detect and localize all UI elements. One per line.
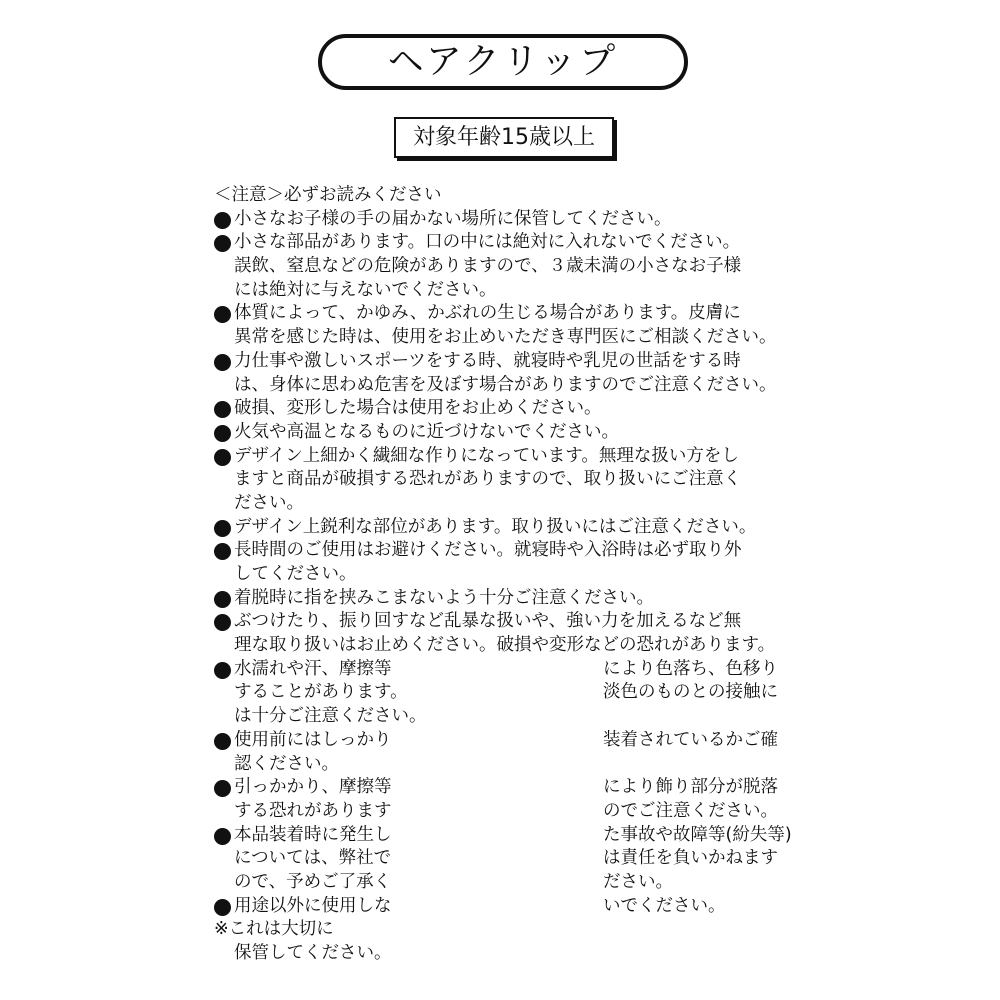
bullet-icon [214, 235, 231, 252]
note-line [214, 492, 814, 516]
note-text: 理な取り扱いはお止めください。破損や変形などの恐れがあります。 [234, 635, 776, 656]
note-text: 破損、変形した場合は使用をお止めください。 [234, 398, 602, 419]
bullet-icon [214, 614, 231, 631]
note-line [214, 539, 814, 563]
note-line [214, 326, 814, 350]
note-line [214, 302, 814, 326]
age-label: 対象年齢15歳以上 [413, 124, 595, 150]
note-text-right: により色落ち、色移り [603, 658, 778, 679]
note-text: 引っかかり、摩擦等 [234, 777, 392, 798]
caution-notes [214, 184, 814, 966]
note-text-right: により飾り部分が脱落 [603, 777, 778, 798]
title-box [318, 34, 688, 90]
bullet-icon [214, 662, 231, 679]
note-text: ださい。 [234, 492, 304, 513]
bullet-icon [214, 212, 231, 229]
bullet-icon [214, 828, 231, 845]
note-line [214, 705, 814, 729]
note-line [214, 255, 814, 279]
note-text: ぶつけたり、振り回すなど乱暴な扱いや、強い力を加えるなど無 [234, 611, 742, 632]
note-line [214, 729, 814, 753]
note-text: ＜注意＞必ずお読みください [214, 185, 442, 205]
note-text-right: 装着されているかご確 [603, 729, 778, 750]
note-line [214, 942, 814, 966]
bullet-icon [214, 354, 231, 371]
note-text: 使用前にはしっかり [234, 729, 392, 750]
note-text: 異常を感じた時は、使用をお止めいただき専門医にご相談ください。 [234, 327, 777, 348]
note-text: 小さな部品があります。口の中には絶対に入れないでください。 [234, 232, 741, 253]
note-line [214, 279, 814, 303]
note-text: ので、予めご了承く [234, 871, 392, 892]
note-text: することがあります。 [234, 682, 408, 703]
note-line [214, 681, 814, 705]
bullet-icon [214, 733, 231, 750]
bullet-icon [214, 401, 231, 418]
bullet-icon [214, 306, 231, 323]
note-line [214, 847, 814, 871]
bullet-icon [214, 899, 231, 916]
note-text: 着脱時に指を挟みこまないよう十分ご注意ください。 [234, 587, 654, 608]
note-line [214, 634, 814, 658]
note-line [214, 587, 814, 611]
note-line [214, 184, 814, 208]
note-text: 認ください。 [234, 753, 339, 774]
note-line [214, 421, 814, 445]
note-line [214, 658, 814, 682]
note-text: 力仕事や激しいスポーツをする時、就寝時や乳児の世話をする時 [234, 350, 741, 371]
bullet-icon [214, 591, 231, 608]
note-line [214, 516, 814, 540]
note-text-right: は責任を負いかねます [603, 848, 778, 869]
note-text: 火気や高温となるものに近づけないでください。 [234, 421, 619, 442]
note-text: 水濡れや汗、摩擦等 [234, 658, 392, 679]
note-line [214, 918, 814, 942]
note-line [214, 445, 814, 469]
note-text: は、身体に思わぬ危害を及ぼす場合がありますのでご注意ください。 [234, 374, 777, 395]
note-line [214, 208, 814, 232]
note-text: 誤飲、窒息などの危険がありますので、３歳未満の小さなお子様 [234, 256, 742, 277]
note-text-right: いでください。 [603, 895, 726, 916]
note-text: 本品装着時に発生し [234, 824, 392, 845]
bullet-icon [214, 520, 231, 537]
note-text: デザイン上鋭利な部位があります。取り扱いにはご注意ください。 [234, 516, 757, 537]
note-text: 長時間のご使用はお避けください。就寝時や入浴時は必ず取り外 [234, 540, 742, 561]
note-text-right: ださい。 [603, 871, 673, 892]
note-line [214, 610, 814, 634]
note-text: 保管してください。 [234, 943, 392, 963]
note-text-right: のでご注意ください。 [603, 800, 778, 821]
note-line [214, 824, 814, 848]
note-line [214, 231, 814, 255]
bullet-icon [214, 449, 231, 466]
note-line [214, 563, 814, 587]
note-line [214, 800, 814, 824]
note-line [214, 468, 814, 492]
bullet-icon [214, 425, 231, 442]
note-text: については、弊社で [234, 848, 392, 869]
note-text: 小さなお子様の手の届かない場所に保管してください。 [234, 208, 672, 229]
note-text-right: た事故や故障等(紛失等) [603, 824, 792, 845]
bullet-icon [214, 543, 231, 560]
note-text: 用途以外に使用しな [234, 895, 392, 916]
note-text: する恐れがあります [234, 800, 392, 821]
note-line [214, 350, 814, 374]
note-text: ※これは大切に [214, 919, 334, 940]
bullet-icon [214, 780, 231, 797]
note-line [214, 397, 814, 421]
note-line [214, 895, 814, 919]
note-line [214, 753, 814, 777]
note-line [214, 871, 814, 895]
note-text: は十分ご注意ください。 [234, 706, 427, 727]
note-text: 体質によって、かゆみ、かぶれの生じる場合があります。皮膚に [234, 303, 741, 324]
note-line [214, 776, 814, 800]
note-text: ますと商品が破損する恐れがありますので、取り扱いにご注意く [234, 469, 742, 490]
note-line [214, 374, 814, 398]
age-label-box [394, 117, 614, 158]
note-text: してください。 [234, 564, 357, 584]
note-text-right: 淡色のものとの接触に [603, 682, 778, 703]
note-text: デザイン上細かく繊細な作りになっています。無理な扱い方をし [234, 445, 739, 466]
product-title: ヘアクリップ [387, 41, 619, 82]
note-text: には絶対に与えないでください。 [234, 279, 497, 300]
